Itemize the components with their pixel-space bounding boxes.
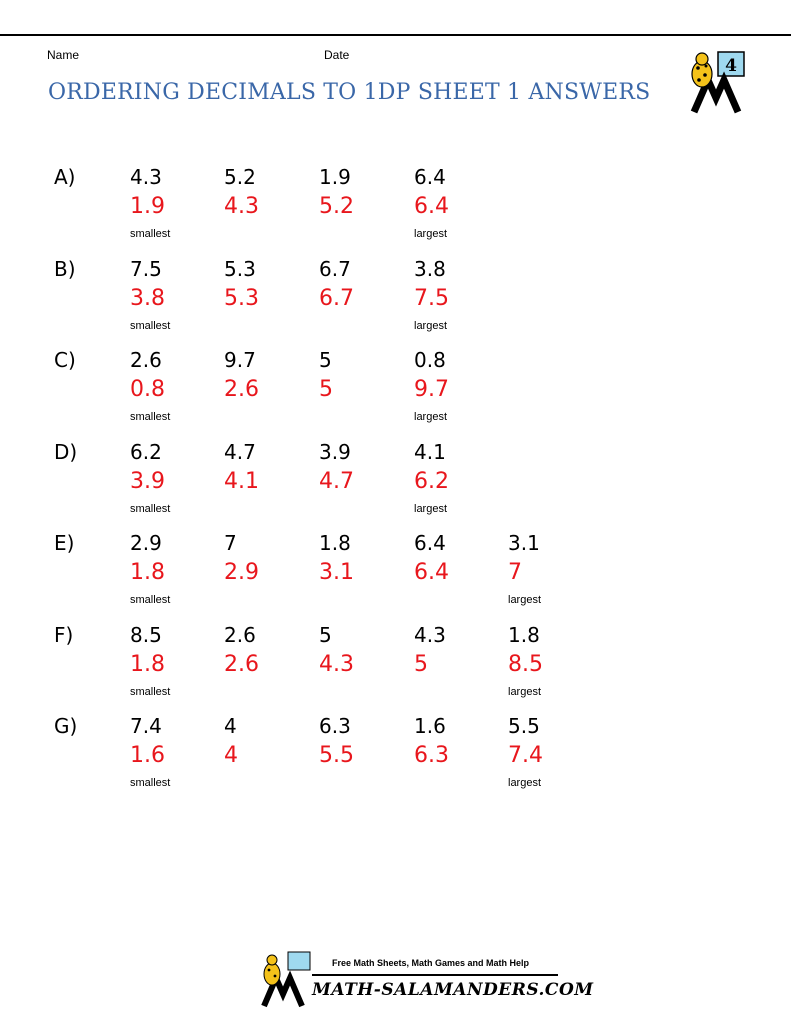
- largest-tag: largest: [414, 228, 448, 240]
- given-number: 1.8: [508, 622, 540, 647]
- answer-number: 3.8: [130, 285, 165, 311]
- smallest-tag: smallest: [130, 228, 171, 240]
- smallest-tag: smallest: [130, 685, 171, 698]
- given-number: 6.4: [414, 165, 446, 189]
- answer-number: 3.9: [130, 468, 165, 494]
- answer-number: 9.7: [414, 377, 449, 402]
- answer-number: 1.9: [130, 194, 165, 219]
- given-number: 4: [224, 714, 237, 738]
- given-number: 7: [224, 531, 237, 555]
- given-number: 1.9: [319, 165, 351, 189]
- given-number: 3.8: [414, 256, 446, 281]
- smallest-tag: smallest: [130, 594, 171, 606]
- given-number: 4.3: [130, 165, 162, 189]
- answer-number: 1.8: [130, 651, 165, 677]
- question-row: [0, 257, 791, 347]
- given-number: 5.5: [508, 714, 540, 738]
- answer-number: 7.5: [414, 285, 449, 311]
- given-number: 2.6: [224, 622, 256, 647]
- largest-tag: largest: [508, 777, 542, 789]
- smallest-tag: smallest: [130, 411, 171, 423]
- answer-number: 0.8: [130, 377, 165, 402]
- answer-number: 7: [508, 560, 522, 585]
- answer-number: 5.5: [319, 743, 354, 768]
- answer-number: 4.3: [319, 651, 354, 677]
- given-number: 7.4: [130, 714, 162, 738]
- given-number: 2.6: [130, 348, 162, 372]
- question-label: D): [54, 439, 78, 464]
- question-row: [0, 165, 791, 255]
- given-number: 4.1: [414, 439, 446, 464]
- answer-number: 6.4: [414, 560, 449, 585]
- given-number: 2.9: [130, 531, 162, 555]
- question-row: [0, 348, 791, 438]
- question-label: B): [54, 256, 76, 281]
- footer-rule: [312, 974, 558, 976]
- largest-tag: largest: [414, 411, 448, 423]
- largest-tag: largest: [508, 685, 542, 698]
- given-number: 0.8: [414, 348, 446, 372]
- given-number: 4.3: [414, 622, 446, 647]
- given-number: 5.3: [224, 256, 256, 281]
- given-number: 3.9: [319, 439, 351, 464]
- given-number: 6.7: [319, 256, 351, 281]
- given-number: 8.5: [130, 622, 162, 647]
- answer-number: 3.1: [319, 560, 354, 585]
- question-row: [0, 714, 791, 804]
- question-label: G): [54, 714, 78, 738]
- given-number: 4.7: [224, 439, 256, 464]
- answer-number: 5.3: [224, 285, 259, 311]
- given-number: 1.6: [414, 714, 446, 738]
- answer-number: 2.9: [224, 560, 259, 585]
- footer-site-name: MATH-SALAMANDERS.COM: [312, 980, 594, 1000]
- question-label: F): [54, 622, 74, 647]
- top-rule: [0, 34, 791, 36]
- given-number: 7.5: [130, 256, 162, 281]
- footer-tagline: Free Math Sheets, Math Games and Math Help: [332, 958, 530, 968]
- name-label: Name: [47, 48, 80, 62]
- largest-tag: largest: [414, 319, 448, 332]
- answer-number: 6.2: [414, 468, 449, 494]
- logo-badge: 4: [725, 56, 737, 76]
- answer-number: 1.6: [130, 743, 165, 768]
- given-number: 1.8: [319, 531, 351, 555]
- answer-number: 1.8: [130, 560, 165, 585]
- question-label: A): [54, 165, 76, 189]
- question-label: C): [54, 348, 76, 372]
- smallest-tag: smallest: [130, 502, 171, 515]
- given-number: 5.2: [224, 165, 256, 189]
- answer-number: 4.1: [224, 468, 259, 494]
- question-row: [0, 531, 791, 621]
- largest-tag: largest: [508, 594, 542, 606]
- given-number: 6.2: [130, 439, 162, 464]
- answer-number: 2.6: [224, 651, 259, 677]
- answer-number: 4.7: [319, 468, 354, 494]
- answer-number: 6.7: [319, 285, 354, 311]
- largest-tag: largest: [414, 502, 448, 515]
- answer-number: 5: [414, 651, 428, 677]
- answer-number: 2.6: [224, 377, 259, 402]
- question-row: [0, 623, 791, 713]
- answer-number: 6.3: [414, 743, 449, 768]
- page-title: ORDERING DECIMALS TO 1DP SHEET 1 ANSWERS: [48, 80, 651, 105]
- answer-number: 5.2: [319, 194, 354, 219]
- salamander-logo-icon: [686, 48, 752, 114]
- date-label: Date: [324, 48, 350, 62]
- answer-number: 8.5: [508, 651, 543, 677]
- given-number: 6.3: [319, 714, 351, 738]
- given-number: 3.1: [508, 531, 540, 555]
- given-number: 5: [319, 348, 332, 372]
- given-number: 6.4: [414, 531, 446, 555]
- answer-number: 7.4: [508, 743, 543, 768]
- question-label: E): [54, 531, 75, 555]
- answer-number: 4: [224, 743, 238, 768]
- given-number: 5: [319, 622, 332, 647]
- smallest-tag: smallest: [130, 319, 171, 332]
- answer-number: 6.4: [414, 194, 449, 219]
- given-number: 9.7: [224, 348, 256, 372]
- answer-number: 4.3: [224, 194, 259, 219]
- answer-number: 5: [319, 377, 333, 402]
- smallest-tag: smallest: [130, 777, 171, 789]
- question-row: [0, 440, 791, 530]
